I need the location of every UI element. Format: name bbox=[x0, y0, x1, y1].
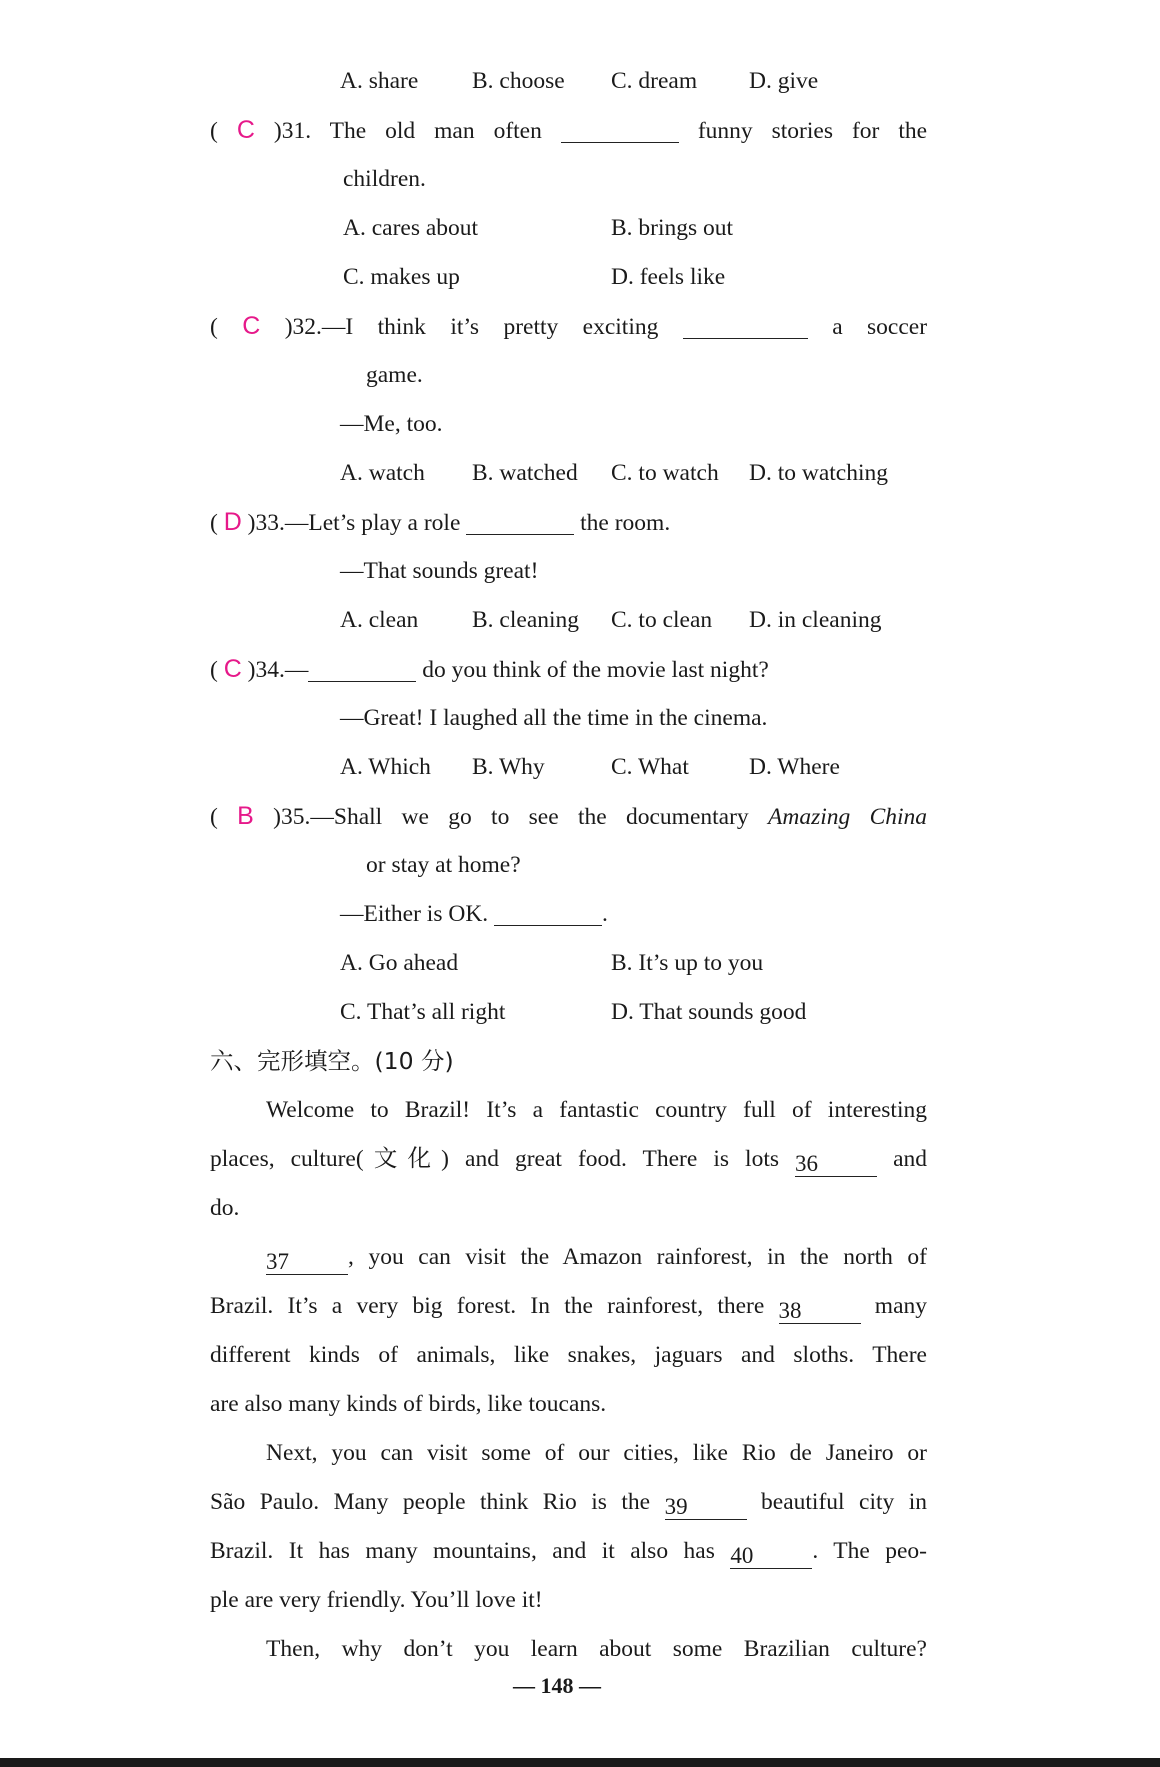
q31-number: 31. bbox=[281, 118, 312, 144]
q33-number: 33. bbox=[255, 510, 285, 536]
blank-37: 37 bbox=[266, 1250, 348, 1275]
q33-text-after: the room. bbox=[580, 510, 671, 536]
q35-text: —Shall we go to see the documentary bbox=[310, 804, 749, 830]
q34-number: 34. bbox=[255, 657, 285, 683]
q35-reply bbox=[340, 899, 608, 929]
q34-text-after: do you think of the movie last night? bbox=[422, 657, 769, 683]
q34-option-a: A. Which bbox=[340, 754, 431, 780]
passage-p2-line2-text: Brazil. It’s a very big forest. In the rainforest, there bbox=[210, 1293, 765, 1319]
passage-p1-line3: do. bbox=[210, 1195, 240, 1221]
q31-answer: C bbox=[236, 116, 255, 144]
q33-option-b: B. cleaning bbox=[472, 607, 580, 633]
q35-option-d: D. That sounds good bbox=[611, 999, 807, 1025]
passage-p4-line1: Then, why don’t you learn about some Brazilian culture? bbox=[266, 1636, 927, 1662]
q32-continuation: game. bbox=[366, 362, 423, 388]
passage-p3-line3 bbox=[210, 1536, 927, 1569]
blank-39: 39 bbox=[665, 1495, 747, 1520]
q33-stem: ( D )33.—Let’s play a role the room. bbox=[210, 508, 671, 536]
q32-text: —I think it’s pretty exciting bbox=[321, 314, 659, 340]
q30-option-b: B. choose bbox=[472, 68, 565, 94]
passage-p3-line3-text: Brazil. It has many mountains, and it also has bbox=[210, 1538, 715, 1564]
q34-blank bbox=[308, 657, 416, 682]
q35-reply-text: —Either is OK. bbox=[340, 901, 489, 927]
passage-p2-line1-text: , you can visit the Amazon rainforest, in the north of bbox=[348, 1244, 927, 1270]
q31-stem: ( C )31. The old man often funny stories for the bbox=[210, 116, 928, 144]
q35-blank bbox=[494, 901, 602, 926]
bottom-edge-bar bbox=[0, 1758, 1160, 1767]
q33-option-a: A. clean bbox=[340, 607, 419, 633]
passage-p3-line2-text: São Paulo. Many people think Rio is the bbox=[210, 1489, 651, 1515]
q32-option-c: C. to watch bbox=[611, 460, 719, 486]
page-number: — 148 — bbox=[513, 1673, 601, 1698]
q32-reply: —Me, too. bbox=[340, 411, 443, 437]
q31-option-a: A. cares about bbox=[343, 215, 479, 241]
q33-option-d: D. in cleaning bbox=[749, 607, 882, 633]
blank-36: 36 bbox=[795, 1152, 877, 1177]
q34-answer: C bbox=[223, 655, 242, 683]
q35-option-a: A. Go ahead bbox=[340, 950, 459, 976]
passage-p1-line2 bbox=[210, 1144, 927, 1177]
q34-stem: ( C )34.— do you think of the movie last night? bbox=[210, 655, 769, 683]
q32-option-a: A. watch bbox=[340, 460, 425, 486]
q30-option-a: A. share bbox=[340, 68, 419, 94]
q34-option-b: B. Why bbox=[472, 754, 545, 780]
q31-text-after: funny stories for the bbox=[697, 118, 928, 144]
passage-p1-line1: Welcome to Brazil! It’s a fantastic country full of interesting bbox=[266, 1097, 927, 1123]
q31-option-d: D. feels like bbox=[611, 264, 726, 290]
passage-p3-line2-after: beautiful city in bbox=[761, 1489, 928, 1515]
q30-option-c: C. dream bbox=[611, 68, 698, 94]
q30-option-d: D. give bbox=[749, 68, 819, 94]
q32-option-d: D. to watching bbox=[749, 460, 889, 486]
passage-p2-line1 bbox=[266, 1242, 927, 1275]
passage-p1-line2-text: places, culture(文化) and great food. There is lots bbox=[210, 1146, 780, 1172]
passage-p3-line3-after: . The peo- bbox=[812, 1538, 927, 1564]
q33-option-c: C. to clean bbox=[611, 607, 713, 633]
q34-reply: —Great! I laughed all the time in the cinema. bbox=[340, 705, 768, 731]
passage-p2-line2-after: many bbox=[874, 1293, 928, 1319]
q31-blank bbox=[561, 118, 679, 143]
q35-title-italic: Amazing China bbox=[768, 804, 928, 830]
q34-dash: — bbox=[284, 657, 309, 683]
q32-stem: ( C )32.—I think it’s pretty exciting a soccer bbox=[210, 312, 928, 340]
q32-answer: C bbox=[242, 312, 261, 340]
q32-option-b: B. watched bbox=[472, 460, 578, 486]
q33-reply: —That sounds great! bbox=[340, 558, 539, 584]
q35-number: 35. bbox=[281, 804, 311, 830]
q35-stem: ( B )35.—Shall we go to see the documentary Amazing China bbox=[210, 802, 928, 830]
passage-p2-line4: are also many kinds of birds, like toucans. bbox=[210, 1391, 607, 1417]
section-6-heading: 六、完形填空。(10 分) bbox=[210, 1047, 454, 1075]
q35-option-b: B. It’s up to you bbox=[611, 950, 764, 976]
q33-answer: D bbox=[223, 508, 242, 536]
q31-option-c: C. makes up bbox=[343, 264, 460, 290]
blank-40: 40 bbox=[730, 1544, 812, 1569]
q33-text: —Let’s play a role bbox=[284, 510, 461, 536]
q32-number: 32. bbox=[292, 314, 322, 340]
q35-answer: B bbox=[237, 802, 254, 830]
q35-reply-period: . bbox=[602, 901, 608, 927]
q31-text: The old man often bbox=[329, 118, 542, 144]
q33-blank bbox=[466, 510, 574, 535]
q35-option-c: C. That’s all right bbox=[340, 999, 506, 1025]
q34-option-c: C. What bbox=[611, 754, 689, 780]
passage-p2-line3: different kinds of animals, like snakes, jaguars and sloths. There bbox=[210, 1342, 927, 1368]
q31-continuation: children. bbox=[343, 166, 426, 192]
passage-p3-line2 bbox=[210, 1487, 927, 1520]
q31-option-b: B. brings out bbox=[611, 215, 734, 241]
blank-38: 38 bbox=[779, 1299, 861, 1324]
q34-option-d: D. Where bbox=[749, 754, 840, 780]
q32-text-after: a soccer bbox=[832, 314, 928, 340]
passage-p2-line2 bbox=[210, 1291, 927, 1324]
q32-blank bbox=[683, 314, 808, 339]
passage-p1-line2-after: and bbox=[893, 1146, 928, 1172]
q35-continuation: or stay at home? bbox=[366, 852, 521, 878]
passage-p3-line1: Next, you can visit some of our cities, like Rio de Janeiro or bbox=[266, 1440, 927, 1466]
passage-p3-line4: ple are very friendly. You’ll love it! bbox=[210, 1587, 543, 1613]
